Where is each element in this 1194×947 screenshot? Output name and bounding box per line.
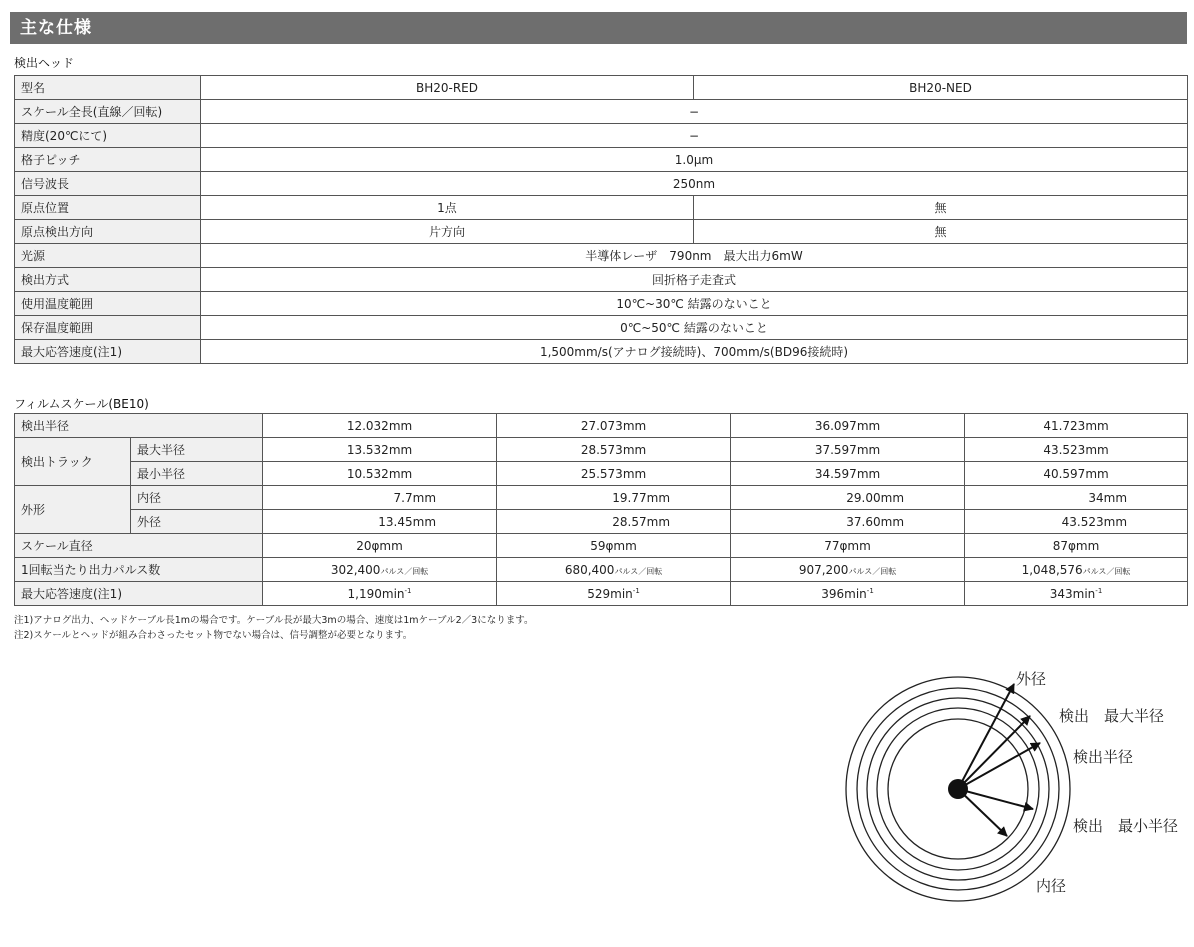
inner-diameter-label: 内径 (1036, 877, 1067, 895)
model-b: BH20-NED (694, 76, 1188, 100)
table-row (15, 510, 1188, 534)
inner-cell: 34mm (965, 486, 1188, 510)
speed-unit: min (610, 586, 633, 601)
pulses-cell (965, 558, 1188, 582)
track-max-label: 最大半径 (131, 438, 263, 462)
shape-label: 外形 (15, 486, 131, 534)
speed-value: 529 (587, 586, 611, 601)
row-label: 精度(20℃にて) (15, 124, 201, 148)
track-min-cell: 34.597mm (731, 462, 965, 486)
speed-cell (497, 582, 731, 606)
row-value: 回折格子走査式 (201, 268, 1188, 292)
diameter-cell: 20φmm (263, 534, 497, 558)
speed-cell (965, 582, 1188, 606)
table-row (15, 316, 1188, 340)
table-row (15, 486, 1188, 510)
pulses-cell (731, 558, 965, 582)
speed-cell (731, 582, 965, 606)
track-min-cell: 25.573mm (497, 462, 731, 486)
speed-sup: -1 (866, 586, 874, 595)
model-a: BH20-RED (201, 76, 694, 100)
row-label: スケール全長(直線／回転) (15, 100, 201, 124)
speed-sup: -1 (1095, 586, 1103, 595)
speed-value: 1,190 (347, 586, 382, 601)
center-dot (948, 779, 968, 799)
table-row (15, 268, 1188, 292)
table-row (15, 124, 1188, 148)
pulses-unit: パルス／回転 (614, 566, 663, 576)
detect-radius-label: 検出半径 (15, 414, 263, 438)
pulses-label: 1回転当たり出力パルス数 (15, 558, 263, 582)
diameter-cell: 77φmm (731, 534, 965, 558)
inner-cell: 19.77mm (497, 486, 731, 510)
note-2: 注2)スケールとヘッドが組み合わさったセット物でない場合は、信号調整が必要となります。 (14, 630, 413, 641)
model-label: 型名 (15, 76, 201, 100)
detect-radius-label: 検出半径 (1073, 748, 1134, 766)
pulses-unit: パルス／回転 (1082, 566, 1131, 576)
speed-value: 343 (1049, 586, 1073, 601)
table-row (15, 244, 1188, 268)
speed-unit: min (381, 586, 405, 601)
speed-cell (263, 582, 497, 606)
speed-label: 最大応答速度(注1) (15, 582, 263, 606)
diameter-cell: 59φmm (497, 534, 731, 558)
inner-cell: 7.7mm (263, 486, 497, 510)
outer-cell: 13.45mm (263, 510, 497, 534)
pulses-unit: パルス／回転 (380, 566, 429, 576)
track-min-cell: 10.532mm (263, 462, 497, 486)
pulses-value: 907,200 (798, 562, 849, 577)
diameter-cell: 87φmm (965, 534, 1188, 558)
detect-radius-cell: 12.032mm (263, 414, 497, 438)
row-label: 保存温度範囲 (15, 316, 201, 340)
row-value-b: 無 (694, 196, 1188, 220)
track-max-label: 検出 最大半径 (1059, 707, 1165, 725)
row-label: 検出方式 (15, 268, 201, 292)
inner-cell: 29.00mm (731, 486, 965, 510)
table-row (15, 340, 1188, 364)
radius-diagram-svg (830, 655, 1190, 925)
detect-radius-cell: 36.097mm (731, 414, 965, 438)
inner-label: 内径 (131, 486, 263, 510)
pulses-value: 302,400 (330, 562, 381, 577)
track-max-cell: 28.573mm (497, 438, 731, 462)
table-row (15, 172, 1188, 196)
detect-radius-cell: 41.723mm (965, 414, 1188, 438)
diameter-label: スケール直径 (15, 534, 263, 558)
table-row (15, 148, 1188, 172)
outer-diameter-label: 外径 (1016, 670, 1047, 688)
track-min-cell: 40.597mm (965, 462, 1188, 486)
outer-cell: 43.523mm (965, 510, 1188, 534)
page-title: 主な仕様 (10, 12, 1187, 44)
table-row (15, 292, 1188, 316)
speed-sup: -1 (404, 586, 412, 595)
row-label: 最大応答速度(注1) (15, 340, 201, 364)
detect-radius-cell: 27.073mm (497, 414, 731, 438)
table-row (15, 582, 1188, 606)
table-row (15, 196, 1188, 220)
row-value-a: 1点 (201, 196, 694, 220)
row-value: 1,500mm/s(アナログ接続時)、700mm/s(BD96接続時) (201, 340, 1188, 364)
track-max-cell: 43.523mm (965, 438, 1188, 462)
table-row (15, 462, 1188, 486)
table-row (15, 438, 1188, 462)
table-row (15, 220, 1188, 244)
speed-value: 396 (821, 586, 845, 601)
row-value: 1.0μm (201, 148, 1188, 172)
row-label: 信号波長 (15, 172, 201, 196)
radius-diagram (830, 655, 1190, 925)
pulses-value: 680,400 (564, 562, 615, 577)
film-spec-table (14, 413, 1188, 606)
row-value: 0℃~50℃ 結露のないこと (201, 316, 1188, 340)
note-1: 注1)アナログ出力、ヘッドケーブル長1mの場合です。ケーブル長が最大3mの場合、速度は1mケーブル2／3になります。 (14, 615, 534, 626)
table-row (15, 100, 1188, 124)
speed-sup: -1 (632, 586, 640, 595)
row-value: − (201, 124, 1188, 148)
outer-cell: 37.60mm (731, 510, 965, 534)
pulses-cell (497, 558, 731, 582)
row-value: − (201, 100, 1188, 124)
row-value-a: 片方向 (201, 220, 694, 244)
film-section-label: フィルムスケール(BE10) (14, 397, 149, 411)
table-row (15, 534, 1188, 558)
pulses-cell (263, 558, 497, 582)
row-value: 10℃~30℃ 結露のないこと (201, 292, 1188, 316)
track-label: 検出トラック (15, 438, 131, 486)
notes (14, 613, 533, 643)
row-label: 格子ピッチ (15, 148, 201, 172)
row-label: 使用温度範囲 (15, 292, 201, 316)
outer-cell: 28.57mm (497, 510, 731, 534)
track-max-cell: 13.532mm (263, 438, 497, 462)
row-label: 原点位置 (15, 196, 201, 220)
track-min-label: 検出 最小半径 (1073, 817, 1179, 835)
pulses-value: 1,048,576 (1021, 562, 1083, 577)
speed-unit: min (1072, 586, 1096, 601)
row-value: 250nm (201, 172, 1188, 196)
row-value: 半導体レーザ 790nm 最大出力6mW (201, 244, 1188, 268)
row-label: 光源 (15, 244, 201, 268)
table-row (15, 558, 1188, 582)
outer-label: 外径 (131, 510, 263, 534)
track-max-arrow (958, 716, 1030, 789)
track-max-cell: 37.597mm (731, 438, 965, 462)
speed-unit: min (844, 586, 867, 601)
table-row (15, 414, 1188, 438)
head-spec-table (14, 75, 1188, 364)
head-section-label: 検出ヘッド (14, 56, 75, 70)
pulses-unit: パルス／回転 (848, 566, 897, 576)
track-min-label: 最小半径 (131, 462, 263, 486)
row-label: 原点検出方向 (15, 220, 201, 244)
row-value-b: 無 (694, 220, 1188, 244)
table-row (15, 76, 1188, 100)
